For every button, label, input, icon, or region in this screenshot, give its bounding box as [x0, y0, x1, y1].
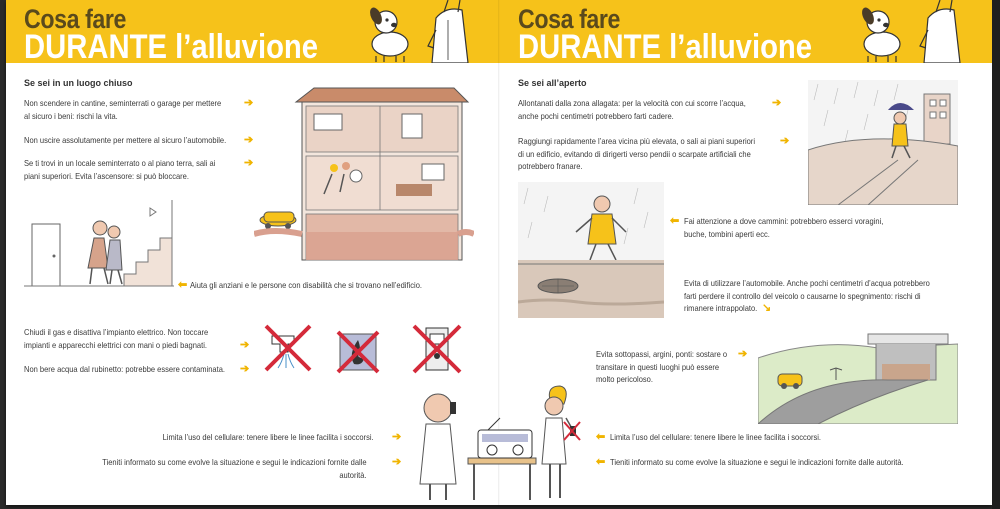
right-title-line2: DURANTE l’alluvione [518, 28, 813, 66]
no-gas-icon [336, 330, 380, 374]
left-title-line2: DURANTE l’alluvione [24, 28, 319, 66]
left-item-8: Tieniti informato su come evolve la situazione e segui le indicazioni fornite dalle autorità. [102, 458, 367, 480]
arrow-left-icon: ⬅ [178, 279, 188, 291]
stairs-elderly-illustration [24, 198, 174, 300]
left-item-2: Non uscire assolutamente per mettere al sicuro l’automobile. [24, 136, 227, 145]
arrow-right-icon: ➔ [780, 135, 790, 147]
arrow-left-icon: ⬅ [596, 431, 606, 443]
arrow-right-icon: ➔ [244, 134, 254, 146]
left-item-4: Aiuta gli anziani e le persone con disabilità che si trovano nell’edificio. [190, 281, 422, 290]
left-item-1: Non scendere in cantine, seminterrati o garage per mettere al sicuro i beni: rischi la vita. [24, 99, 222, 121]
scientist-mascot-icon [428, 0, 468, 63]
right-item-4: Evita di utilizzare l’automobile. Anche pochi centimetri d’acqua potrebbero farti perdere il controllo del veicolo o causarne lo spegnimento: rischi di rimanere intrappolato. [684, 279, 930, 314]
arrow-right-icon: ➔ [738, 348, 748, 360]
viewer-edge [992, 0, 1000, 509]
right-item-3: Fai attenzione a dove cammini: potrebbero esserci voragini, buche, tombini aperti ecc. [684, 217, 884, 239]
left-subheading: Se sei in un luogo chiuso [24, 78, 133, 88]
right-mascots [858, 0, 976, 63]
arrow-right-icon: ➔ [392, 456, 402, 468]
arrow-right-icon: ➔ [240, 363, 250, 375]
right-item-5: Evita sottopassi, argini, ponti: sostare o transitare in questi luoghi può essere molto pericoloso. [596, 350, 728, 385]
rain-uphill-illustration [808, 80, 958, 205]
brochure-spread [6, 0, 992, 505]
arrow-right-icon: ➔ [244, 97, 254, 109]
arrow-right-icon: ➔ [772, 97, 782, 109]
flooded-house-illustration [254, 84, 474, 264]
manhole-illustration [518, 182, 664, 318]
left-mascots [366, 0, 484, 63]
arrow-right-icon: ➔ [240, 339, 250, 351]
right-item-7: Tieniti informato su come evolve la situazione e segui le indicazioni fornite dalle autorità. [610, 458, 904, 467]
no-electric-icon [410, 322, 464, 376]
dog-mascot-icon [860, 6, 900, 62]
right-title-line1: Cosa fare [518, 4, 620, 34]
left-item-5: Chiudi il gas e disattiva l’impianto elettrico. Non toccare impianti e apparecchi elettrici con mani o piedi bagnati. [24, 328, 209, 350]
arrow-down-icon: ↘ [762, 302, 772, 314]
phone-radio-illustration [412, 384, 582, 502]
dog-mascot-icon [368, 6, 408, 62]
left-item-3: Se ti trovi in un locale seminterrato o al piano terra, sali ai piani superiori. Evita l’ascensore: si può bloccare. [24, 159, 216, 181]
right-item-2: Raggiungi rapidamente l’area vicina più elevata, o sali ai piani superiori di un edificio, evitando di dirigerti verso pendii o scarpate artificiali che potrebbero franare. [518, 137, 756, 172]
right-item-1: Allontanati dalla zona allagata: per la velocità con cui scorre l’acqua, anche pochi centimetri potrebbero farti cadere. [518, 99, 746, 121]
left-item-7: Limita l’uso del cellulare: tenere libere le linee facilita i soccorsi. [162, 433, 374, 442]
no-tap-water-icon [262, 322, 314, 374]
scientist-mascot-icon [920, 0, 960, 63]
arrow-right-icon: ➔ [392, 431, 402, 443]
left-item-6: Non bere acqua dal rubinetto: potrebbe essere contaminata. [24, 365, 226, 374]
arrow-left-icon: ⬅ [596, 456, 606, 468]
arrow-right-icon: ➔ [244, 157, 254, 169]
underpass-illustration [758, 328, 958, 424]
right-subheading: Se sei all’aperto [518, 78, 587, 88]
arrow-left-icon: ⬅ [670, 215, 680, 227]
right-item-6: Limita l’uso del cellulare: tenere libere le linee facilita i soccorsi. [610, 433, 822, 442]
left-title-line1: Cosa fare [24, 4, 126, 34]
